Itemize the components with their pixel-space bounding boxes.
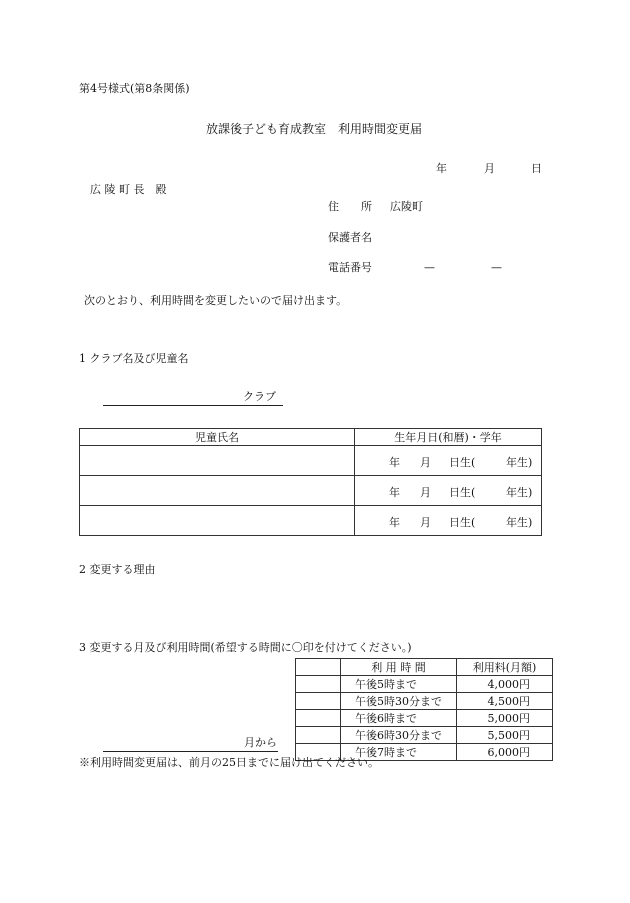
col-monthly-fee: 利用料(月額) (457, 659, 553, 676)
table-row (80, 506, 542, 536)
phone-dash-2: — (491, 261, 502, 274)
table-row (296, 676, 553, 693)
dob-year: 年 (389, 486, 400, 499)
monthly-fee: 4,000円 (457, 676, 553, 693)
guardian-name-label: 保護者名 (328, 231, 372, 244)
phone-dash-1: — (424, 261, 435, 274)
dob-grade: 年生) (506, 516, 533, 529)
fee-table (295, 658, 553, 761)
col-selection (296, 659, 341, 676)
col-usage-time: 利 用 時 間 (341, 659, 457, 676)
month-suffix: 月から (244, 736, 277, 749)
dob-cell[interactable] (355, 476, 542, 506)
address-label: 住 所 (328, 200, 372, 213)
child-name-cell[interactable] (80, 476, 355, 506)
dob-month: 月 (420, 486, 431, 499)
usage-time: 午後5時30分まで (341, 693, 457, 710)
intro-text: 次のとおり、利用時間を変更したいので届け出ます。 (84, 294, 348, 307)
table-row (80, 476, 542, 506)
table-row (296, 693, 553, 710)
dob-day: 日生( (449, 486, 476, 499)
dob-grade: 年生) (506, 456, 533, 469)
phone-label: 電話番号 (328, 261, 372, 274)
dob-day: 日生( (449, 456, 476, 469)
section2-heading: 2 変更する理由 (79, 563, 156, 576)
dob-cell[interactable] (355, 446, 542, 476)
child-name-cell[interactable] (80, 446, 355, 476)
child-table (79, 428, 542, 536)
footnote: ※利用時間変更届は、前月の25日までに届け出てください。 (79, 756, 379, 769)
monthly-fee: 5,500円 (457, 727, 553, 744)
dob-month: 月 (420, 456, 431, 469)
monthly-fee: 4,500円 (457, 693, 553, 710)
usage-time: 午後7時まで (341, 744, 457, 761)
col-dob-grade: 生年月日(和暦)・学年 (355, 429, 542, 446)
table-row (296, 727, 553, 744)
monthly-fee: 5,000円 (457, 710, 553, 727)
usage-time: 午後6時30分まで (341, 727, 457, 744)
section3-heading: 3 変更する月及び利用時間(希望する時間に〇印を付けてください。) (79, 641, 412, 654)
col-child-name: 児童氏名 (80, 429, 355, 446)
usage-time: 午後6時まで (341, 710, 457, 727)
page-title: 放課後子ども育成教室 利用時間変更届 (206, 122, 423, 136)
club-suffix: クラブ (243, 390, 276, 403)
dob-year: 年 (389, 516, 400, 529)
selection-cell[interactable] (296, 727, 341, 744)
table-row (296, 710, 553, 727)
monthly-fee: 6,000円 (457, 744, 553, 761)
date-day-label: 日 (531, 162, 542, 175)
dob-day: 日生( (449, 516, 476, 529)
table-row (80, 446, 542, 476)
date-year-label: 年 (436, 162, 447, 175)
dob-year: 年 (389, 456, 400, 469)
child-name-cell[interactable] (80, 506, 355, 536)
section1-heading: 1 クラブ名及び児童名 (79, 352, 189, 365)
reason-field[interactable] (79, 582, 541, 632)
selection-cell[interactable] (296, 676, 341, 693)
selection-cell[interactable] (296, 710, 341, 727)
selection-cell[interactable] (296, 693, 341, 710)
dob-cell[interactable] (355, 506, 542, 536)
dob-month: 月 (420, 516, 431, 529)
usage-time: 午後5時まで (341, 676, 457, 693)
dob-grade: 年生) (506, 486, 533, 499)
addressee: 広 陵 町 長 殿 (90, 183, 167, 196)
address-value[interactable]: 広陵町 (390, 200, 423, 213)
form-number: 第4号様式(第8条関係) (79, 82, 190, 95)
date-month-label: 月 (484, 162, 495, 175)
